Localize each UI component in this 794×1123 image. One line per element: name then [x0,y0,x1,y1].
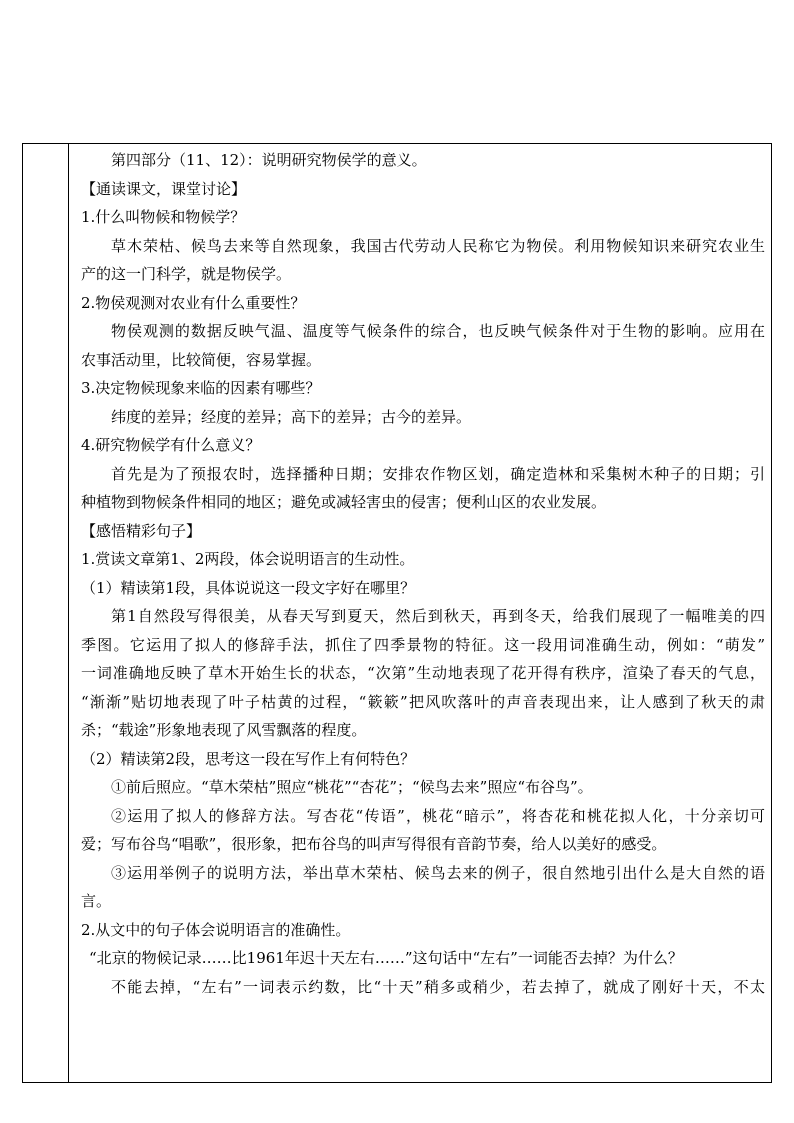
text-line: 草木荣枯、候鸟去来等自然现象，我国古代劳动人民称它为物侯。利用物候知识来研究农业生 [111,236,765,255]
text-line: ③运用举例子的说明方法，举出草木荣枯、候鸟去来的例子，很自然地引出什么是大自然的语 [111,863,765,882]
text-line: 一词准确地反映了草木开始生长的状态，“次第”生动地表现了花开得有秩序，渲染了春天的气息， [81,664,765,682]
text-line: 首先是为了预报农时，选择播种日期；安排农作物区划，确定造林和采集树木种子的日期；引 [111,464,765,483]
text-line: 农事活动里，比较简便，容易掌握。 [81,350,322,369]
question: 1.赏读文章第1、2两段，体会说明语言的生动性。 [81,550,415,568]
text-line: 不能去掉，“左右”一词表示约数，比“十天”稍多或稍少，若去掉了，就成了刚好十天，不太 [111,977,765,996]
text-line: 物侯观测的数据反映气温、温度等气候条件的综合，也反映气候条件对于生物的影响。应用在 [111,322,765,340]
question: 4.研究物候学有什么意义？ [81,436,261,454]
left-column [23,144,69,1082]
text-line: 种植物到物候条件相同的地区；避免或减轻害虫的侵害；便利山区的农业发展。 [81,493,607,511]
text-line: 言。 [81,892,112,910]
text-line: 第1自然段写得很美，从春天写到夏天，然后到秋天，再到冬天，给我们展现了一幅唯美的四 [111,607,765,625]
lesson-content [71,144,771,1082]
section-heading: 【通读课文，课堂讨论】 [81,179,247,198]
question: 1.什么叫物候和物候学？ [81,208,246,226]
text-line: ①前后照应。“草木荣枯”照应“桃花”“杏花”；“候鸟去来”照应“布谷鸟”。 [111,778,593,796]
text-line: 纬度的差异；经度的差异；高下的差异；古今的差异。 [111,407,472,426]
text-line: 杀；“载途”形象地表现了风雪飘落的程度。 [81,721,367,739]
sub-question: （1）精读第1段，具体说说这一段文字好在哪里？ [81,578,416,597]
text-line: 季图。它运用了拟人的修辞手法，抓住了四季景物的特征。这一段用词准确生动，例如：“萌发” [81,635,765,654]
text-line: 产的这一门科学，就是物侯学。 [81,265,292,283]
question: 2.物侯观测对农业有什么重要性？ [81,293,306,312]
text-line: 第四部分（11、12）：说明研究物侯学的意义。 [111,151,427,169]
text-line: “北京的物候记录……比1961年迟十天左右……”这句话中“左右”一词能否去掉？为什么？ [89,949,683,967]
text-line: ②运用了拟人的修辞方法。写杏花“传语”，桃花“暗示”，将杏花和桃花拟人化，十分亲切可 [111,806,765,825]
question: 3.决定物候现象来临的因素有哪些？ [81,379,321,397]
question: 2.从文中的句子体会说明语言的准确性。 [81,920,351,939]
section-heading: 【感悟精彩句子】 [81,521,202,540]
lesson-table [22,143,772,1083]
text-line: 爱；写布谷鸟“唱歌”，很形象，把布谷鸟的叫声写得很有音韵节奏，给人以美好的感受。 [81,835,667,853]
text-line: “渐渐”贴切地表现了叶子枯黄的过程，“簌簌”把风吹落叶的声音表现出来，让人感到了秋天的肃 [81,692,765,711]
sub-question: （2）精读第2段，思考这一段在写作上有何特色？ [81,749,416,768]
